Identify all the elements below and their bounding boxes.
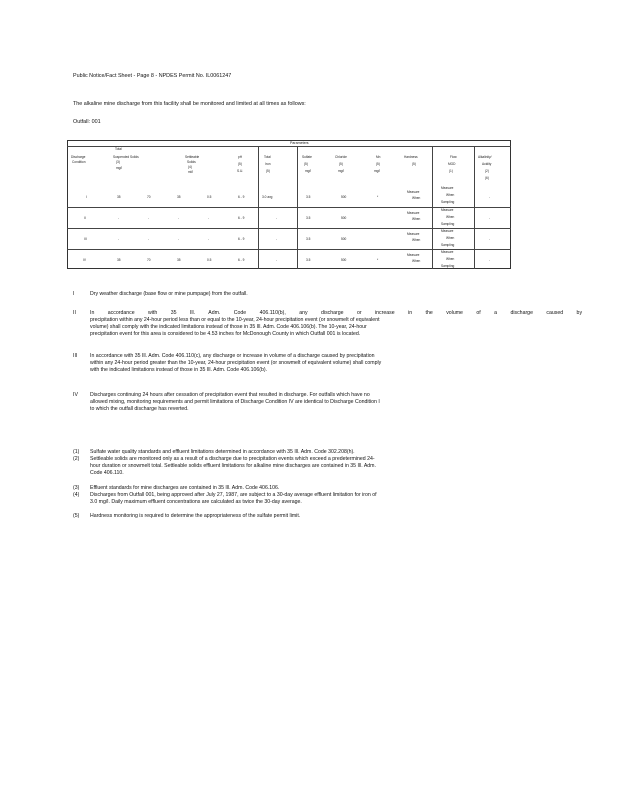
cell-condition: IV bbox=[83, 258, 87, 262]
cell-tss-avg: - bbox=[118, 216, 120, 220]
cell-manganese: * bbox=[377, 258, 379, 262]
condition-number: III bbox=[73, 353, 78, 359]
header-chloride-unit: mg/l bbox=[338, 169, 345, 173]
footnote-number: (5) bbox=[73, 513, 80, 519]
condition-text: Discharges continuing 24 hours after cessation of precipitation event that resulted in discharge. For outfalls which have no bbox=[90, 392, 370, 398]
footnote-text: Hardness monitoring is required to determine the appropriateness of the sulfate permit limit. bbox=[90, 513, 301, 519]
header-ph-unit: S.U. bbox=[237, 169, 244, 173]
footnote-number: (4) bbox=[73, 492, 80, 498]
cell-sulfate: 3.5 bbox=[306, 258, 311, 262]
cell-settle-max: - bbox=[208, 216, 210, 220]
header-settleable-2: Solids bbox=[187, 160, 196, 164]
header-tss-note: (3) bbox=[116, 160, 120, 164]
cell-ph: 6 - 9 bbox=[238, 258, 245, 262]
footnote-text: 3.0 mg/l. Daily maximum effluent concentrations are calculated as twice the 30-day average. bbox=[90, 499, 302, 505]
condition-number: IV bbox=[73, 392, 78, 398]
condition-text: In accordance with 35 Ill. Adm. Code 406.110(b), any discharge or increase in the volume of a discharge caused by bbox=[90, 310, 583, 316]
header-manganese-note: (5) bbox=[376, 162, 380, 166]
cell-sulfate: 3.5 bbox=[306, 216, 311, 220]
cell-tss-max: - bbox=[148, 237, 150, 241]
header-hardness: Hardness bbox=[404, 155, 418, 159]
condition-text: within any 24-hour period greater than the 10-year, 24-hour precipitation event (or snowmelt of equivalent volume) shall comply bbox=[90, 360, 382, 366]
footnote-number: (3) bbox=[73, 485, 80, 491]
cell-settle-max: 0.5 bbox=[207, 195, 212, 199]
cell-tss-avg: - bbox=[118, 237, 120, 241]
condition-text: precipitation event for this area is considered to be 4.53 inches for McDonough County in which Outfall 001 is located. bbox=[90, 331, 361, 337]
header-iron: Total bbox=[264, 155, 271, 159]
header-ph: pH bbox=[238, 155, 243, 159]
condition-text: allowed mixing, monitoring requirements and permit limitations of Discharge Condition IV are identical to Discharge Condition I bbox=[90, 399, 380, 405]
condition-text: Dry weather discharge (base flow or mine pumpage) from the outfall. bbox=[90, 291, 248, 297]
cell-settle-avg: - bbox=[178, 237, 180, 241]
footnote-text: Sulfate water quality standards and effluent limitations determined in accordance with 35 Ill. Adm. Code 302.208(h). bbox=[90, 449, 355, 455]
cell-settle-avg: 35 bbox=[177, 195, 181, 199]
cell-flow: Measure bbox=[441, 250, 454, 254]
header-settleable: Settleable bbox=[185, 155, 200, 159]
cell-chloride: 500 bbox=[341, 237, 347, 241]
cell-flow-3: Sampling bbox=[441, 222, 455, 226]
cell-tss-avg: 35 bbox=[117, 258, 121, 262]
column-divider bbox=[297, 146, 298, 269]
cell-settle-avg: - bbox=[178, 216, 180, 220]
header-alkalinity-note-2: (6) bbox=[485, 176, 489, 180]
cell-hardness-2: When bbox=[412, 196, 421, 200]
condition-text: In accordance with 35 Ill. Adm. Code 406.110(c), any discharge or increase in volume of a discharge caused by precipitation bbox=[90, 353, 375, 359]
cell-alkalinity: - bbox=[489, 237, 491, 241]
cell-sulfate: 3.5 bbox=[306, 237, 311, 241]
column-divider bbox=[258, 146, 259, 269]
footnote-number: (2) bbox=[73, 456, 80, 462]
cell-condition: I bbox=[86, 195, 87, 199]
column-divider bbox=[474, 146, 475, 269]
header-sulfate-note: (5) bbox=[304, 162, 308, 166]
parameters-heading: Parameters bbox=[290, 141, 309, 145]
header-iron-2: Iron bbox=[265, 162, 271, 166]
header-tss-top: Total bbox=[115, 147, 122, 151]
cell-flow-2: When bbox=[446, 193, 455, 197]
intro-text: The alkaline mine discharge from this facility shall be monitored and limited at all times as follows: bbox=[73, 101, 306, 107]
cell-settle-max: - bbox=[208, 237, 210, 241]
header-alkalinity: Alkalinity/ bbox=[478, 155, 492, 159]
cell-hardness: Measure bbox=[407, 232, 420, 236]
header-flow-note: (1) bbox=[449, 169, 453, 173]
footnote-number: (1) bbox=[73, 449, 80, 455]
header-chloride: Chloride bbox=[335, 155, 347, 159]
cell-alkalinity: - bbox=[489, 258, 491, 262]
cell-iron: 3.0 avg bbox=[262, 195, 273, 199]
header-discharge: Discharge bbox=[71, 155, 86, 159]
cell-settle-avg: 35 bbox=[177, 258, 181, 262]
column-divider bbox=[432, 146, 433, 269]
cell-hardness: Measure bbox=[407, 253, 420, 257]
cell-ph: 6 - 9 bbox=[238, 195, 245, 199]
cell-ph: 6 - 9 bbox=[238, 237, 245, 241]
header-tss: Suspended Solids bbox=[113, 155, 139, 159]
cell-flow-2: When bbox=[446, 236, 455, 240]
header-chloride-note: (5) bbox=[339, 162, 343, 166]
header-condition: Condition bbox=[72, 160, 86, 164]
cell-condition: II bbox=[84, 216, 86, 220]
condition-text: volume) shall comply with the indicated limitations instead of those in 35 Ill. Adm. Code 406.106(b). The 10-year, 24-hour bbox=[90, 324, 367, 330]
cell-flow-3: Sampling bbox=[441, 200, 455, 204]
footnote-text: hour duration or snowmelt total. Settleable solids effluent limitations for alkaline mine discharges are contained in 35 Ill. Adm. bbox=[90, 463, 376, 469]
cell-flow-3: Sampling bbox=[441, 243, 455, 247]
cell-hardness-2: When bbox=[412, 217, 421, 221]
footnote-text: Discharges from Outfall 001, being approved after July 27, 1987, are subject to a 30-day average effluent limitation for iron of bbox=[90, 492, 377, 498]
cell-alkalinity: - bbox=[489, 195, 491, 199]
cell-iron: - bbox=[276, 216, 278, 220]
cell-tss-max: 70 bbox=[147, 258, 151, 262]
cell-flow: Measure bbox=[441, 208, 454, 212]
cell-condition: III bbox=[84, 237, 87, 241]
header-manganese: Mn bbox=[376, 155, 381, 159]
cell-hardness-2: When bbox=[412, 259, 421, 263]
cell-hardness: Measure bbox=[407, 190, 420, 194]
cell-hardness-2: When bbox=[412, 238, 421, 242]
condition-number: I bbox=[73, 291, 75, 297]
header-acidity: Acidity bbox=[482, 162, 492, 166]
cell-flow: Measure bbox=[441, 186, 454, 190]
cell-flow-3: Sampling bbox=[441, 264, 455, 268]
header-sulfate: Sulfate bbox=[302, 155, 312, 159]
header-flow-unit: MGD bbox=[448, 162, 456, 166]
cell-tss-max: 70 bbox=[147, 195, 151, 199]
cell-flow: Measure bbox=[441, 229, 454, 233]
cell-hardness: Measure bbox=[407, 211, 420, 215]
cell-manganese: * bbox=[377, 195, 379, 199]
cell-tss-max: - bbox=[148, 216, 150, 220]
outfall-label: Outfall: 001 bbox=[73, 119, 101, 125]
cell-flow-2: When bbox=[446, 215, 455, 219]
cell-iron: - bbox=[276, 237, 278, 241]
condition-text: with the indicated limitations instead of those in 35 Ill. Adm. Code 406.106(b). bbox=[90, 367, 268, 373]
condition-text: to which the outfall discharge has reverted. bbox=[90, 406, 189, 412]
header-alkalinity-note: (2) bbox=[485, 169, 489, 173]
header-sulfate-unit: mg/l bbox=[305, 169, 312, 173]
cell-chloride: 500 bbox=[341, 216, 347, 220]
condition-text: precipitation within any 24-hour period less than or equal to the 10-year, 24-hour precipitation event (or snowmelt of equivalent bbox=[90, 317, 380, 323]
cell-ph: 6 - 9 bbox=[238, 216, 245, 220]
header-settleable-unit: ml/l bbox=[188, 170, 193, 174]
header-manganese-unit: mg/l bbox=[374, 169, 381, 173]
header-tss-unit: mg/l bbox=[116, 166, 123, 170]
condition-number: II bbox=[73, 310, 76, 316]
cell-flow-2: When bbox=[446, 257, 455, 261]
header-ph-note: (5) bbox=[238, 162, 242, 166]
cell-chloride: 500 bbox=[341, 258, 347, 262]
header-iron-note: (5) bbox=[266, 169, 270, 173]
cell-sulfate: 3.5 bbox=[306, 195, 311, 199]
page-title: Public Notice/Fact Sheet - Page 8 - NPDES Permit No. IL0061247 bbox=[73, 73, 232, 79]
header-hardness-note: (5) bbox=[412, 162, 416, 166]
footnote-text: Effluent standards for mine discharges are contained in 35 Ill. Adm. Code 406.106. bbox=[90, 485, 280, 491]
cell-alkalinity: - bbox=[489, 216, 491, 220]
footnote-text: Settleable solids are monitored only as a result of a discharge due to precipitation events which exceed a predetermined 24- bbox=[90, 456, 375, 462]
header-settleable-note: (4) bbox=[188, 165, 192, 169]
cell-chloride: 500 bbox=[341, 195, 347, 199]
table-header-divider bbox=[67, 146, 511, 147]
footnote-text: Code 406.110. bbox=[90, 470, 124, 476]
cell-iron: - bbox=[276, 258, 278, 262]
cell-settle-max: 0.5 bbox=[207, 258, 212, 262]
header-flow: Flow bbox=[450, 155, 457, 159]
cell-tss-avg: 35 bbox=[117, 195, 121, 199]
